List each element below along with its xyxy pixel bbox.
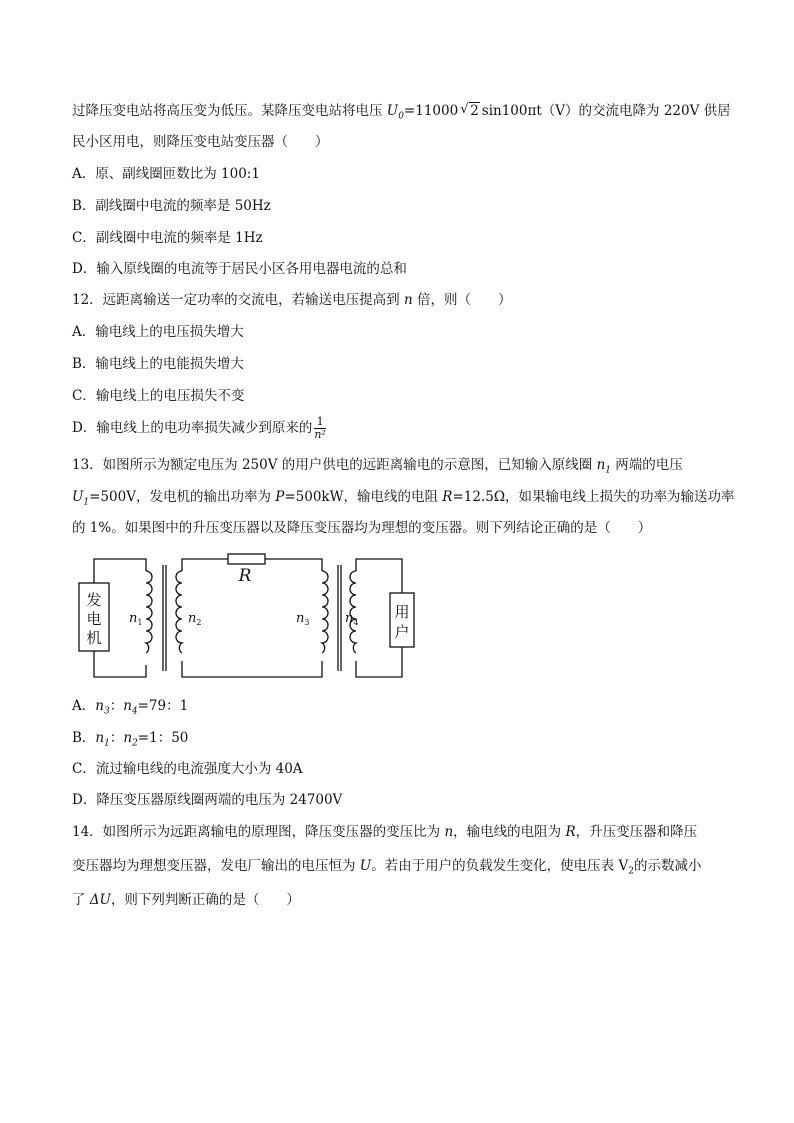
n-symbol: n	[444, 824, 454, 840]
coil-label-n3: $n_3$	[296, 611, 310, 627]
voltage-symbol: U	[386, 103, 399, 119]
user-char: 用	[394, 603, 410, 621]
u-symbol: U	[359, 858, 372, 874]
generator-char: 电	[86, 610, 102, 628]
q14-stem-line3	[72, 890, 300, 910]
u1-symbol: U	[72, 489, 84, 505]
circuit-diagram	[72, 553, 422, 683]
fraction	[314, 416, 326, 441]
coil-n2	[176, 571, 182, 653]
coil-label-n2: $n_2$	[188, 611, 202, 627]
resistor	[228, 554, 265, 564]
q12-option-d-text: D．输电线上的电功率损失减少到原来的	[72, 420, 313, 436]
q14-line2-text-b: 。若由于用户的负载发生变化，使电压表 V	[371, 858, 629, 874]
n4-subscript: 4	[131, 706, 138, 717]
n2-symbol: n	[123, 730, 133, 746]
q14-line3-text-a: 了	[72, 892, 90, 908]
option-prefix: B．	[72, 730, 96, 746]
generator-char: 机	[86, 629, 102, 647]
q13-line1-text: 13．如图所示为额定电压为 250V 的用户供电的远距离输电的示意图，已知输入原线圈	[72, 457, 597, 473]
wire	[356, 559, 402, 593]
ratio-colon: ：	[109, 730, 124, 746]
u1-subscript: 1	[83, 497, 90, 508]
n1-subscript: 1	[104, 738, 110, 749]
q11-option-d[interactable]: D．输入原线圈的电流等于居民小区各用电器电流的总和	[72, 261, 407, 277]
q12-n-symbol: n	[403, 292, 413, 308]
n1-symbol: n	[95, 730, 105, 746]
coil-label-n4: $n_4$	[345, 611, 359, 627]
generator-char: 发	[86, 591, 102, 609]
q13-stem-line2	[72, 487, 735, 513]
wire	[356, 647, 402, 677]
voltage-subscript: 0	[398, 111, 404, 122]
r-symbol: R	[565, 824, 576, 840]
n1-symbol: n	[596, 457, 606, 473]
q13-stem-line3: 的 1%。如果图中的升压变压器以及降压变压器均为理想的变压器。则下列结论正确的是（ ）	[72, 520, 652, 536]
v2-subscript: 2	[628, 866, 634, 877]
n3-symbol: n	[95, 698, 104, 714]
n3-subscript: 3	[103, 706, 110, 717]
transmission-line-top	[265, 559, 322, 571]
voltage-value: =11000	[403, 103, 459, 119]
r-symbol: R	[442, 489, 453, 505]
q14-line1-text-a: 14．如图所示为远距离输电的原理图，降压变压器的变压比为	[72, 824, 445, 840]
coil-n1	[146, 571, 152, 653]
n1-subscript: 1	[605, 465, 612, 476]
fraction-denominator: n²	[314, 428, 326, 441]
q13-stem-line1	[72, 455, 683, 481]
q14-stem-line2	[72, 856, 701, 882]
q11-option-c[interactable]: C．副线圈中电流的频率是 1Hz	[72, 230, 263, 246]
q12-option-a[interactable]: A．输电线上的电压损失增大	[72, 324, 244, 340]
q14-line2-text-c: 的示数减小	[633, 858, 702, 874]
q12-stem-tail: 倍，则（ ）	[412, 292, 512, 308]
q13-line2-text-b: =500kW，输电线的电阻	[284, 489, 443, 505]
resistor-label: R	[238, 566, 252, 586]
delta-u-symbol: ΔU	[89, 892, 111, 908]
wire	[94, 559, 146, 583]
coil-n3	[322, 571, 328, 653]
q14-line2-text-a: 变压器均为理想变压器，发电厂输出的电压恒为	[72, 858, 360, 874]
q14-stem-line1	[72, 822, 697, 842]
q11-stem-line1	[72, 101, 731, 127]
q12-option-d[interactable]	[72, 416, 326, 441]
sqrt-radicand: 2	[470, 103, 479, 119]
q12-option-b[interactable]: B．输电线上的电能损失增大	[72, 356, 244, 372]
transmission-line-bottom	[182, 661, 322, 677]
q13-line1-tail: 两端的电压	[611, 457, 683, 473]
option-prefix: A．	[72, 698, 96, 714]
p-symbol: P	[275, 489, 285, 505]
q11-stem-line2: 民小区用电，则降压变电站变压器（ ）	[72, 134, 329, 150]
sqrt-symbol	[460, 101, 480, 121]
fraction-numerator: 1	[314, 416, 326, 429]
n2-subscript: 2	[132, 738, 138, 749]
q14-line1-text-b: ，输电线的电阻为	[453, 824, 566, 840]
wire	[94, 651, 146, 677]
q13-line2-text-a: =500V，发电机的输出功率为	[89, 489, 276, 505]
q13-option-c[interactable]: C．流过输电线的电流强度大小为 40A	[72, 761, 303, 777]
q12-stem	[72, 290, 511, 310]
q11-stem-tail: sin100πt（V）的交流电降为 220V 供居	[481, 103, 731, 119]
n4-symbol: n	[123, 698, 132, 714]
q14-line3-text-b: ，则下列判断正确的是（ ）	[110, 892, 300, 908]
coil-label-n1: $n_1$	[129, 611, 143, 627]
q13-option-a[interactable]	[72, 696, 188, 722]
ratio-colon: ：	[109, 698, 124, 714]
q11-option-b[interactable]: B．副线圈中电流的频率是 50Hz	[72, 198, 271, 214]
q14-line1-text-c: ，升压变压器和降压	[575, 824, 698, 840]
q12-stem-text: 12．远距离输送一定功率的交流电，若输送电压提高到	[72, 292, 404, 308]
q11-stem-text: 过降压变电站将高压变为低压。某降压变电站将电压	[72, 103, 387, 119]
ratio-value: =1：50	[137, 730, 189, 746]
transmission-line-top	[182, 559, 228, 571]
q13-line2-text-c: =12.5Ω，如果输电线上损失的功率为输送功率	[452, 489, 735, 505]
user-char: 户	[394, 623, 410, 641]
q13-option-d[interactable]: D．降压变压器原线圈两端的电压为 24700V	[72, 792, 343, 808]
q13-option-b[interactable]	[72, 728, 188, 754]
q11-option-a[interactable]: A．原、副线圈匝数比为 100:1	[72, 166, 260, 182]
ratio-value: =79：1	[137, 698, 189, 714]
q12-option-c[interactable]: C．输电线上的电压损失不变	[72, 388, 245, 404]
